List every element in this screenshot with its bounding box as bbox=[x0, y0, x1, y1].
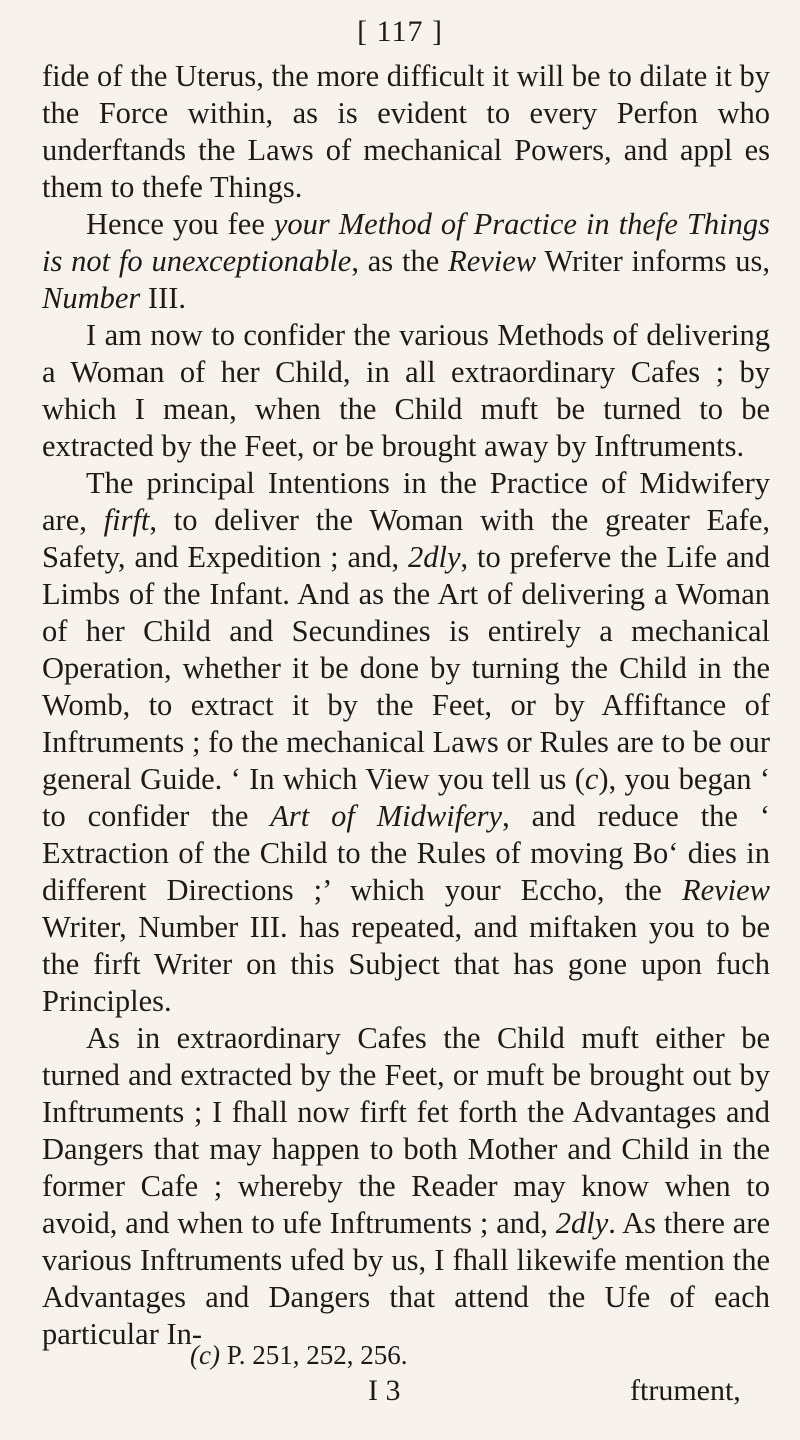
italic-text: firft bbox=[103, 503, 150, 537]
text-run: Hence you fee bbox=[86, 207, 274, 241]
text-run: ), you began ‘ to confider the bbox=[42, 762, 771, 833]
body-text bbox=[42, 58, 770, 1353]
footnote-mark: (c) bbox=[190, 1340, 220, 1370]
text-run: The principal Intentions in the Practice of Midwifery are, bbox=[42, 466, 770, 537]
paragraph bbox=[42, 206, 770, 317]
paragraph bbox=[42, 465, 770, 1020]
paragraph bbox=[42, 1020, 770, 1353]
italic-text: your Method of Practice in thefe Things is not fo unexceptionable bbox=[42, 207, 770, 278]
catchword: ftrument, bbox=[630, 1374, 741, 1407]
text-run: Writer informs us, bbox=[536, 244, 770, 278]
text-run: III. bbox=[140, 281, 187, 315]
text-run: As in extraordinary Cafes the Child muft either be turned and extracted by the Feet, or muft be brought out by Inftruments ; I fhall now firft fet forth the Advantages and Dangers that may happen to both Mother and Child in the former Cafe ; whereby the Reader may know when to avoid, and when to ufe Inftruments ; and, bbox=[42, 1021, 770, 1240]
text-run: , and reduce the ‘ Extraction of the Child to the Rules of moving Bo‘ dies in different Directions ;’ which your Eccho, the bbox=[42, 799, 770, 907]
italic-text: 2dly bbox=[408, 540, 461, 574]
text-run: , to deliver the Woman with the greater Eafe, Safety, and Expedition ; and, bbox=[42, 503, 770, 574]
page-number: [ 117 ] bbox=[357, 15, 443, 48]
italic-text: Art of Midwifery bbox=[270, 799, 503, 833]
text-run: fide of the Uterus, the more difficult it will be to dilate it by the Force within, as is evident to every Perfon who underftands the Laws of mechanical Powers, and appl es them to thefe Things. bbox=[42, 59, 770, 204]
paragraph bbox=[42, 317, 770, 465]
signature-mark: I 3 bbox=[368, 1374, 401, 1407]
italic-text: 2dly bbox=[555, 1206, 609, 1240]
text-run: . As there are various Inftruments ufed by us, I fhall likewife mention the Advantages and Dangers that attend the Ufe of each particular In- bbox=[42, 1206, 770, 1351]
italic-text: c bbox=[584, 762, 599, 796]
paragraph bbox=[42, 58, 770, 206]
text-run: Writer, Number III. has repeated, and miftaken you to be the firft Writer on this Subject that has gone upon fuch Principles. bbox=[42, 910, 770, 1018]
footnote bbox=[190, 1339, 408, 1371]
text-run: I am now to confider the various Methods of delivering a Woman of her Child, in all extraordinary Cafes ; by which I mean, when the Child muft be turned to be extracted by the Feet, or be brought away by Inftruments. bbox=[42, 318, 770, 463]
italic-text: Review bbox=[681, 873, 770, 907]
text-run: , to preferve the Life and Limbs of the Infant. And as the Art of delivering a Woman of her Child and Secundines is entirely a mechanical Operation, whether it be done by turning the Child in the Womb, to extract it by the Feet, or by Affiftance of Inftruments ; fo the mechanical Laws or Rules are to be our general Guide. ‘ In which View you tell us ( bbox=[42, 540, 770, 796]
italic-text: Number bbox=[42, 281, 141, 315]
text-run: , as the bbox=[351, 244, 449, 278]
italic-text: Review bbox=[448, 244, 537, 278]
footnote-text: P. 251, 252, 256. bbox=[219, 1340, 408, 1370]
